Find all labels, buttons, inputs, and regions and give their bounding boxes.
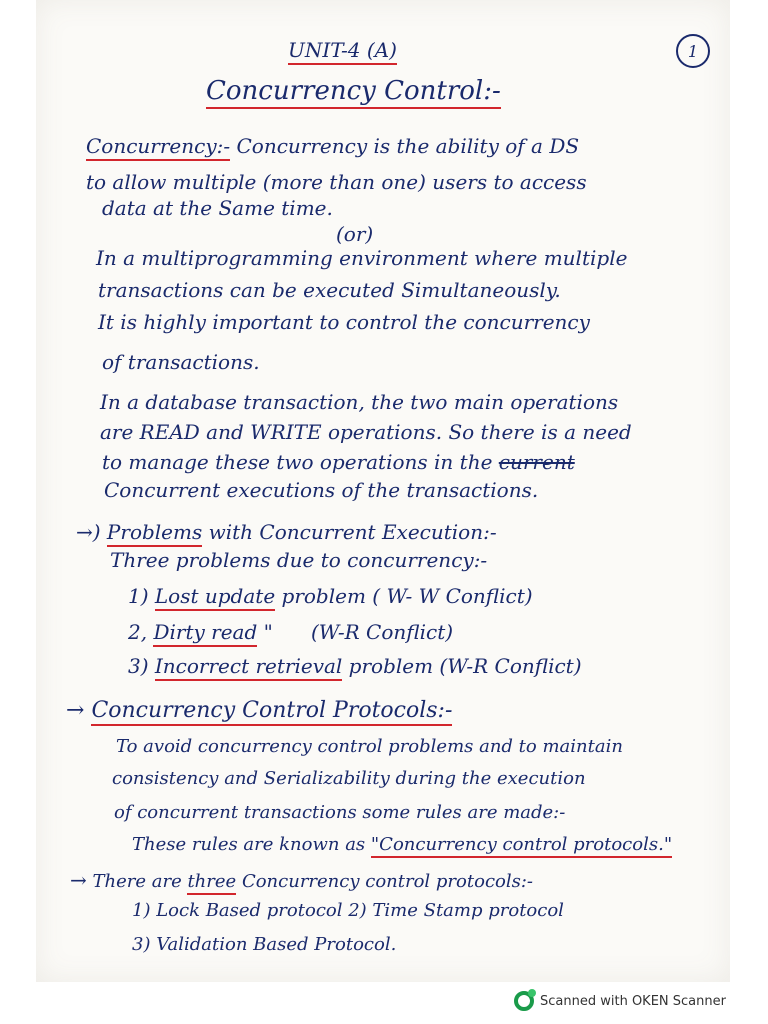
problems-term: Problems [107,520,202,547]
protocols-heading [66,698,452,723]
ops-line-4: Concurrent executions of the transactions. [104,478,539,502]
alt-definition-line-3: It is highly important to control the concurrency [98,310,590,334]
problem-item-3 [128,654,582,678]
alt-definition-line-4: of transactions. [102,350,260,374]
problem-desc: problem ( W- W Conflict) [281,584,533,608]
problem-term: Incorrect retrieval [155,654,342,681]
page-number-text: 1 [687,41,699,61]
or-label: (or) [336,222,374,246]
protocols-para-4-text: These rules are known as [132,834,366,855]
protocols-heading-text: Concurrency Control Protocols:- [91,698,452,726]
three-rest: Concurrency control protocols:- [241,871,533,892]
problems-heading-rest: with Concurrent Execution:- [208,520,497,544]
page-title [206,76,501,106]
definition-line-2: to allow multiple (more than one) users to access [86,170,587,194]
arrow-icon: →) [76,520,101,544]
protocol-list-2: 3) Validation Based Protocol. [132,934,397,955]
definition-line-3: data at the Same time. [102,196,333,220]
problem-term: Lost update [155,584,275,611]
page-number [676,34,710,68]
problem-num: 2, [128,620,148,644]
definition-term: Concurrency:- [86,134,230,161]
definition-line-1 [86,134,579,158]
scanner-watermark [514,988,726,1014]
arrow-icon: → [70,868,87,892]
definition-text-1: Concurrency is the ability of a DS [236,134,580,158]
three-prefix: There are [92,871,182,892]
alt-definition-line-1: In a multiprogramming environment where multiple [96,246,628,270]
ops-line-2: are READ and WRITE operations. So there is a need [100,420,632,444]
problem-num: 1) [128,584,149,608]
oken-logo-icon [514,991,534,1011]
ops-line-3 [102,450,575,474]
problem-item-2 [128,620,453,644]
three-word: three [187,871,236,895]
unit-heading [288,38,397,62]
problem-item-1 [128,584,533,608]
protocols-para-3: of concurrent transactions some rules are made:- [114,802,566,823]
struck-word: current [498,450,575,474]
problem-desc: problem (W-R Conflict) [348,654,582,678]
protocols-para-4 [132,834,672,855]
problems-heading [76,520,497,544]
problems-intro: Three problems due to concurrency:- [110,548,488,572]
protocol-list-1: 1) Lock Based protocol 2) Time Stamp protocol [132,900,564,921]
scanner-text: Scanned with OKEN Scanner [540,993,726,1009]
unit-heading-text: UNIT-4 (A) [288,38,397,65]
problem-num: 3) [128,654,149,678]
alt-definition-line-2: transactions can be executed Simultaneously. [98,278,561,302]
protocols-para-2: consistency and Serializability during the execution [112,768,586,789]
three-protocols-line [70,868,533,892]
arrow-icon: → [66,698,85,723]
scanned-page [36,0,730,982]
ops-line-3-text: to manage these two operations in the [102,450,493,474]
page-title-text: Concurrency Control:- [206,76,501,109]
protocols-para-1: To avoid concurrency control problems and to maintain [116,736,623,757]
protocols-quote: "Concurrency control protocols." [371,834,672,858]
problem-desc: " (W-R Conflict) [263,620,454,644]
ops-line-1: In a database transaction, the two main operations [100,390,619,414]
problem-term: Dirty read [153,620,257,647]
